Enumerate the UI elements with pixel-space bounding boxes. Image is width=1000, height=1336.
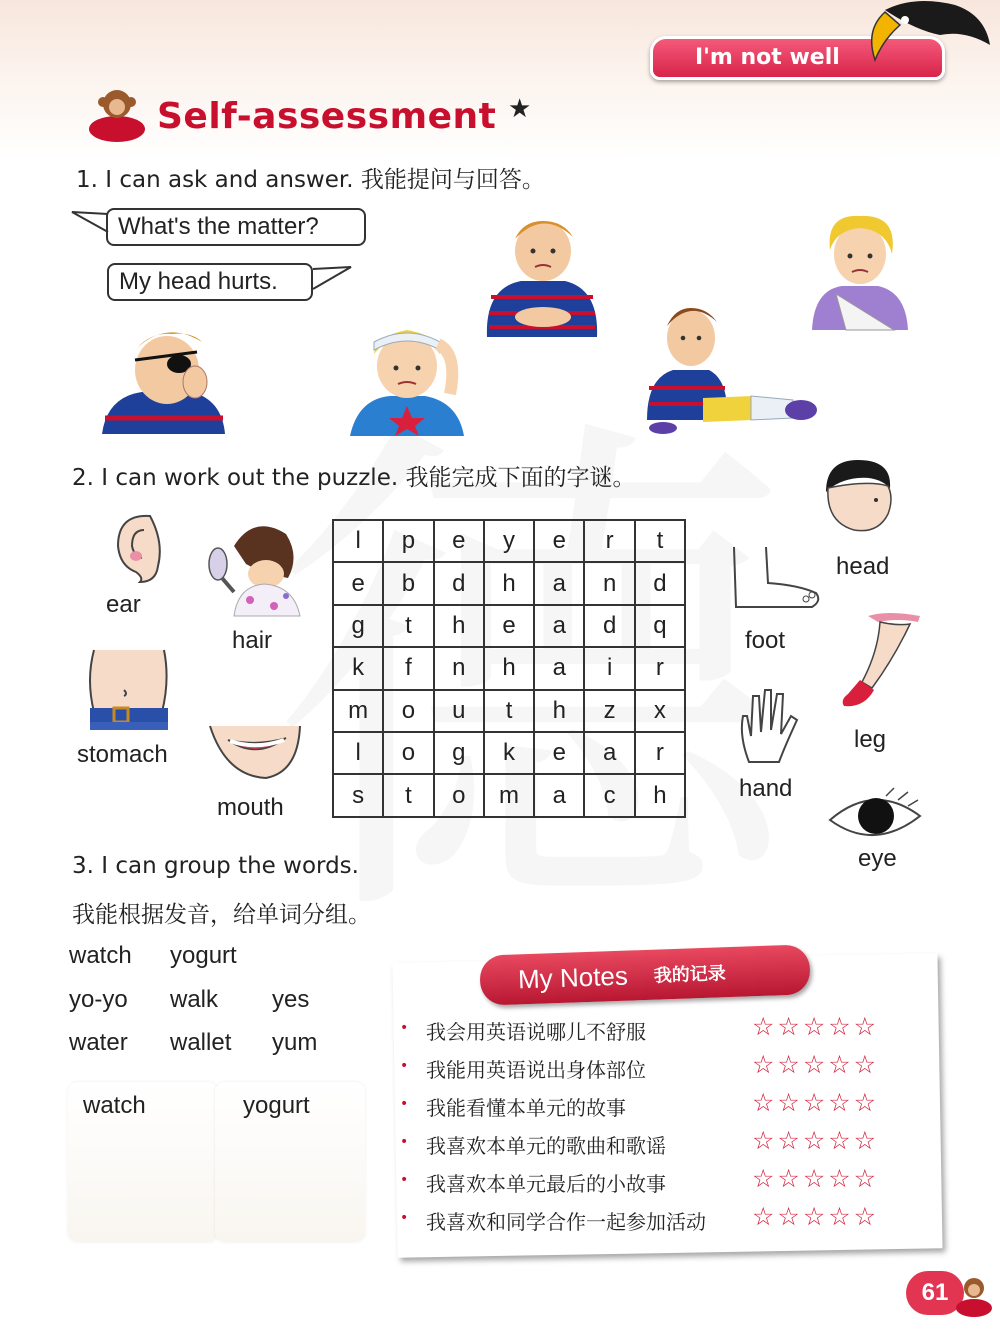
puzzle-cell[interactable]: i — [585, 648, 635, 690]
speech-tail-right — [311, 265, 353, 295]
note-item — [400, 1050, 920, 1088]
q1-prompt: 1. I can ask and answer. 我能提问与回答。 — [76, 167, 545, 193]
answer-speech-bubble: My head hurts. — [107, 263, 313, 301]
boy-eyepatch-illustration — [97, 322, 229, 434]
hand-icon — [735, 686, 809, 766]
word-walk[interactable]: walk — [170, 986, 219, 1013]
boy-injured-leg-illustration — [643, 300, 819, 436]
puzzle-cell[interactable]: y — [485, 521, 535, 563]
label-eye: eye — [858, 845, 897, 872]
puzzle-cell[interactable]: c — [585, 775, 635, 817]
q3-prompt-en: 3. I can group the words. — [72, 853, 359, 879]
monkey-icon — [82, 84, 152, 144]
star-rating[interactable]: ☆☆☆☆☆ — [752, 1202, 880, 1231]
hair-brushing-icon — [204, 516, 304, 616]
puzzle-cell[interactable]: f — [384, 648, 434, 690]
puzzle-cell[interactable]: k — [334, 648, 384, 690]
puzzle-cell[interactable]: t — [485, 691, 535, 733]
bullet-icon: • — [400, 1210, 409, 1226]
puzzle-cell[interactable]: m — [334, 691, 384, 733]
puzzle-cell[interactable]: x — [636, 691, 686, 733]
word-yogurt[interactable]: yogurt — [170, 942, 237, 969]
group-heading-yogurt: yogurt — [243, 1092, 310, 1119]
word-yum[interactable]: yum — [272, 1029, 318, 1056]
q2-prompt: 2. I can work out the puzzle. 我能完成下面的字谜。 — [72, 465, 636, 491]
puzzle-cell[interactable]: e — [334, 563, 384, 605]
mouth-icon — [206, 716, 304, 784]
puzzle-cell[interactable]: d — [585, 606, 635, 648]
note-text: 我喜欢本单元的歌曲和歌谣 — [426, 1134, 666, 1158]
label-head: head — [836, 553, 890, 580]
section-title: Self-assessment — [157, 96, 497, 137]
word-yo-yo[interactable]: yo-yo — [69, 986, 128, 1013]
note-item — [400, 1012, 920, 1050]
puzzle-cell[interactable]: t — [384, 606, 434, 648]
note-item — [400, 1164, 920, 1202]
puzzle-cell[interactable]: h — [535, 691, 585, 733]
puzzle-cell[interactable]: m — [485, 775, 535, 817]
word-puzzle-grid — [332, 519, 686, 818]
puzzle-cell[interactable]: a — [535, 648, 585, 690]
note-text: 我会用英语说哪儿不舒服 — [426, 1020, 646, 1044]
puzzle-cell[interactable]: r — [636, 733, 686, 775]
my-notes-title: My Notes — [517, 960, 629, 994]
star-rating[interactable]: ☆☆☆☆☆ — [752, 1088, 880, 1117]
puzzle-cell[interactable]: a — [535, 563, 585, 605]
bullet-icon: • — [400, 1172, 409, 1188]
puzzle-cell[interactable]: n — [585, 563, 635, 605]
puzzle-cell[interactable]: u — [435, 691, 485, 733]
label-mouth: mouth — [217, 794, 284, 821]
puzzle-cell[interactable]: z — [585, 691, 635, 733]
star-rating[interactable]: ☆☆☆☆☆ — [752, 1126, 880, 1155]
puzzle-cell[interactable]: o — [435, 775, 485, 817]
unit-title-tab: I'm not well — [650, 36, 945, 80]
puzzle-cell[interactable]: h — [435, 606, 485, 648]
my-notes-title-zh: 我的记录 — [653, 963, 727, 987]
q3-prompt-zh: 我能根据发音，给单词分组。 — [72, 902, 371, 928]
puzzle-cell[interactable]: k — [485, 733, 535, 775]
puzzle-cell[interactable]: a — [535, 775, 585, 817]
label-hair: hair — [232, 627, 273, 654]
girl-bandage-illustration — [340, 314, 475, 436]
bullet-icon: • — [400, 1020, 409, 1036]
page-number: 61 — [906, 1271, 964, 1315]
bullet-icon: • — [400, 1134, 409, 1150]
puzzle-cell[interactable]: e — [435, 521, 485, 563]
word-watch[interactable]: watch — [69, 942, 132, 969]
label-ear: ear — [106, 591, 141, 618]
note-item — [400, 1088, 920, 1126]
speech-tail-left — [70, 210, 110, 240]
puzzle-cell[interactable]: a — [585, 733, 635, 775]
head-icon — [818, 458, 898, 538]
puzzle-cell[interactable]: g — [334, 606, 384, 648]
puzzle-cell[interactable]: o — [384, 691, 434, 733]
foot-icon — [728, 545, 824, 611]
star-rating[interactable]: ☆☆☆☆☆ — [752, 1012, 880, 1041]
note-text: 我能看懂本单元的故事 — [426, 1096, 626, 1120]
puzzle-cell[interactable]: r — [585, 521, 635, 563]
word-water[interactable]: water — [69, 1029, 128, 1056]
puzzle-cell[interactable]: t — [384, 775, 434, 817]
word-wallet[interactable]: wallet — [170, 1029, 232, 1056]
puzzle-cell[interactable]: o — [384, 733, 434, 775]
puzzle-cell[interactable]: b — [384, 563, 434, 605]
puzzle-cell[interactable]: n — [435, 648, 485, 690]
word-yes[interactable]: yes — [272, 986, 310, 1013]
star-rating[interactable]: ☆☆☆☆☆ — [752, 1164, 880, 1193]
puzzle-cell[interactable]: p — [384, 521, 434, 563]
note-text: 我能用英语说出身体部位 — [426, 1058, 646, 1082]
girl-arm-sling-illustration — [806, 210, 912, 330]
eye-icon — [826, 790, 924, 842]
stomach-icon — [84, 650, 172, 730]
puzzle-cell[interactable]: d — [636, 563, 686, 605]
note-item — [400, 1202, 920, 1240]
puzzle-cell[interactable]: h — [636, 775, 686, 817]
bullet-icon: • — [400, 1096, 409, 1112]
ear-icon — [110, 512, 166, 584]
note-item — [400, 1126, 920, 1164]
puzzle-cell[interactable]: q — [636, 606, 686, 648]
monkey-icon — [952, 1272, 996, 1318]
puzzle-cell[interactable]: e — [535, 521, 585, 563]
puzzle-cell[interactable]: s — [334, 775, 384, 817]
puzzle-cell[interactable]: l — [334, 521, 384, 563]
puzzle-cell[interactable]: t — [636, 521, 686, 563]
puzzle-cell[interactable]: h — [485, 563, 535, 605]
star-icon: ★ — [508, 94, 532, 124]
note-text: 我喜欢和同学合作一起参加活动 — [426, 1210, 706, 1234]
group-heading-watch: watch — [83, 1092, 146, 1119]
puzzle-cell[interactable]: l — [334, 733, 384, 775]
star-rating[interactable]: ☆☆☆☆☆ — [752, 1050, 880, 1079]
puzzle-cell[interactable]: r — [636, 648, 686, 690]
boy-stomachache-illustration — [483, 213, 601, 337]
puzzle-cell[interactable]: e — [485, 606, 535, 648]
question-speech-bubble: What's the matter? — [106, 208, 366, 246]
label-foot: foot — [745, 627, 786, 654]
puzzle-cell[interactable]: h — [485, 648, 535, 690]
label-leg: leg — [854, 726, 887, 753]
puzzle-cell[interactable]: e — [535, 733, 585, 775]
leg-icon — [838, 608, 924, 712]
note-text: 我喜欢本单元最后的小故事 — [426, 1172, 666, 1196]
bullet-icon: • — [400, 1058, 409, 1074]
label-hand: hand — [739, 775, 793, 802]
puzzle-cell[interactable]: g — [435, 733, 485, 775]
puzzle-cell[interactable]: a — [535, 606, 585, 648]
toucan-illustration — [845, 0, 995, 70]
label-stomach: stomach — [77, 741, 168, 768]
puzzle-cell[interactable]: d — [435, 563, 485, 605]
